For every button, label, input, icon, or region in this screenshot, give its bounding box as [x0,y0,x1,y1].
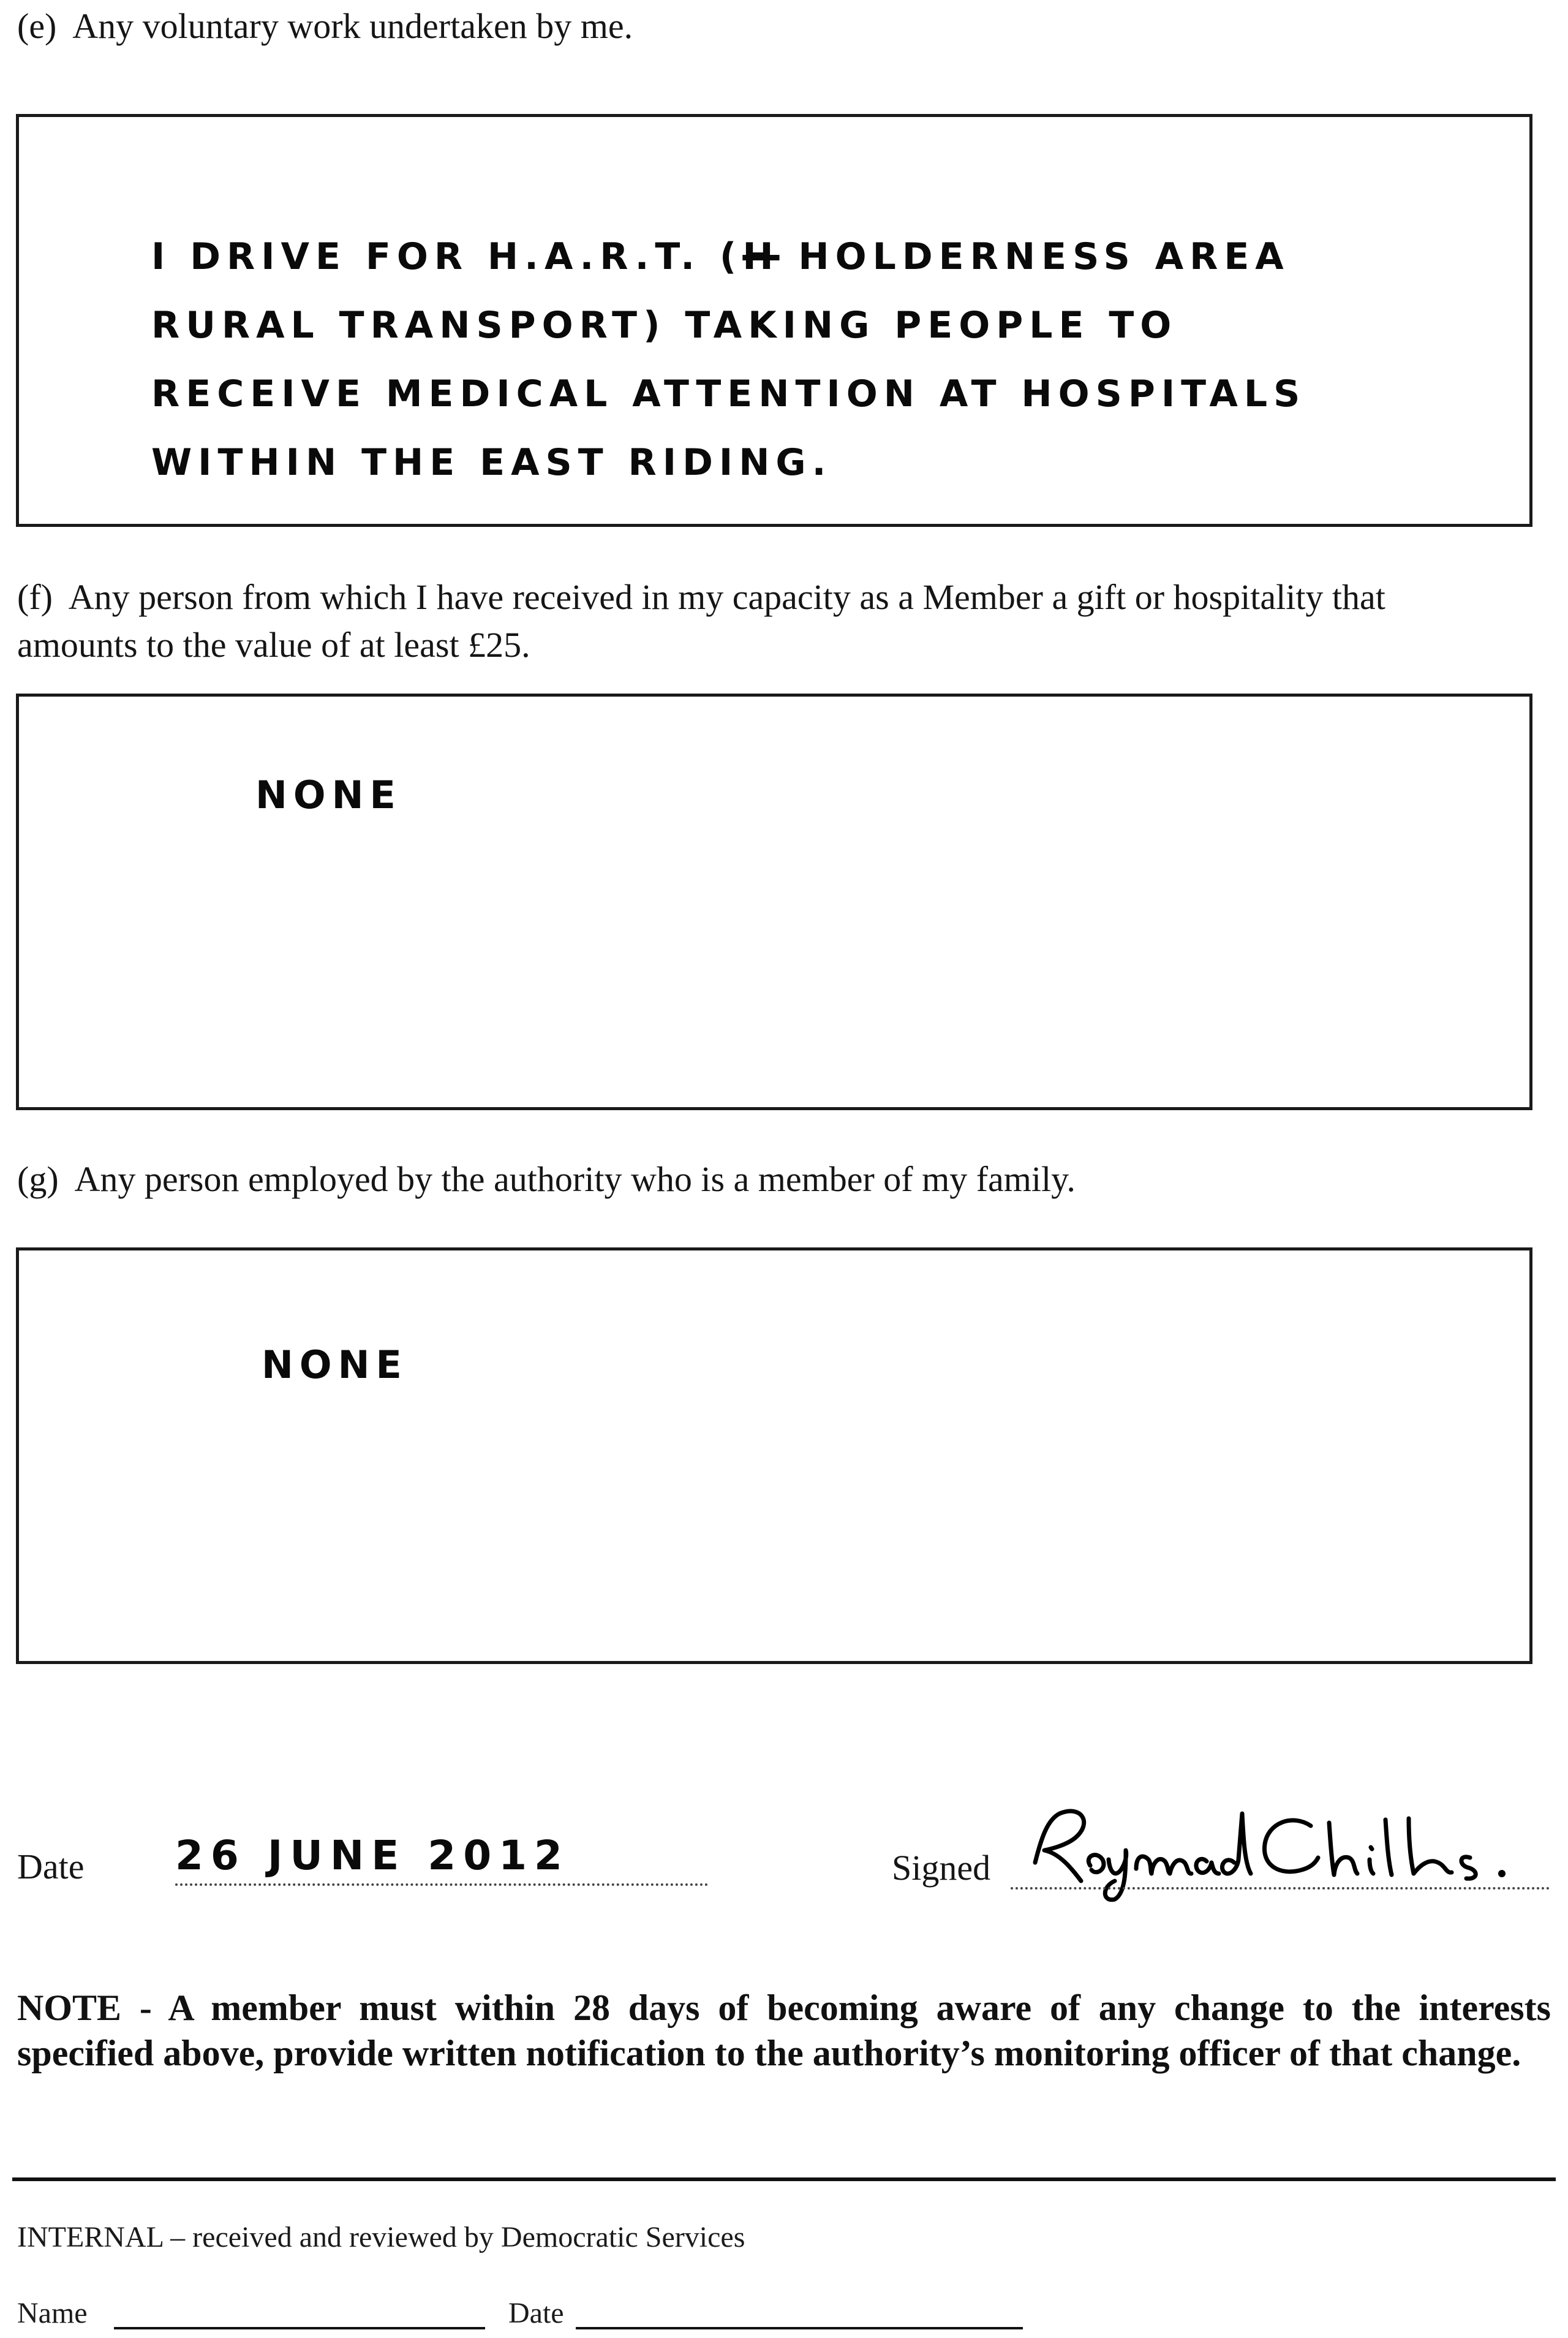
section-e-answer [151,222,1306,497]
section-f-question [17,573,1555,669]
section-e-question [17,2,1548,50]
signature-dotted-line [1011,1887,1550,1890]
section-e-label: (e) [17,6,57,46]
section-e-answer-line-4: WITHIN THE EAST RIDING. [151,441,832,484]
section-f-label: (f) [17,577,53,617]
crossed-out-text: H [742,235,780,278]
section-f-question-line-2: amounts to the value of at least £25. [17,625,530,665]
section-e-question-text: Any voluntary work undertaken by me. [72,6,633,46]
signature-scribble [1023,1801,1537,1905]
section-g-label: (g) [17,1159,59,1199]
section-f-question-line-1: (f) Any person from which I have received in my capacity as a Member a gift or hospitality that [17,577,1385,617]
internal-date-label: Date [508,2297,564,2329]
signed-label: Signed [892,1848,991,1888]
section-g-question-text: Any person employed by the authority who is a member of my family. [74,1159,1076,1199]
note-paragraph: NOTE - A member must within 28 days of becoming aware of any change to the interests specified above, provide written notification to the authority’s monitoring officer of that change. [17,1988,1551,2073]
date-value[interactable]: 26 JUNE 2012 [175,1832,570,1879]
internal-name-line[interactable] [114,2327,485,2329]
internal-name-label: Name [17,2297,88,2329]
section-f-answer: NONE [255,773,402,817]
internal-date-line[interactable] [576,2327,1023,2329]
signature[interactable] [1023,1801,1537,1905]
section-e-answer-line-3: RECEIVE MEDICAL ATTENTION AT HOSPITALS [151,373,1306,415]
date-dotted-line [175,1883,708,1886]
section-g-answer: NONE [262,1342,408,1387]
section-f-answer-box[interactable] [16,694,1532,1110]
section-e-answer-line-1: I DRIVE FOR H.A.R.T. (H HOLDERNESS AREA [151,235,1290,278]
page-divider [12,2177,1556,2181]
date-label: Date [17,1847,85,1886]
internal-heading: INTERNAL – received and reviewed by Democratic Services [17,2221,745,2253]
section-g-answer-box[interactable] [16,1247,1532,1664]
section-e-answer-box[interactable] [16,114,1532,527]
section-g-question [17,1156,1548,1203]
section-e-answer-line-2: RURAL TRANSPORT) TAKING PEOPLE TO [151,304,1178,347]
